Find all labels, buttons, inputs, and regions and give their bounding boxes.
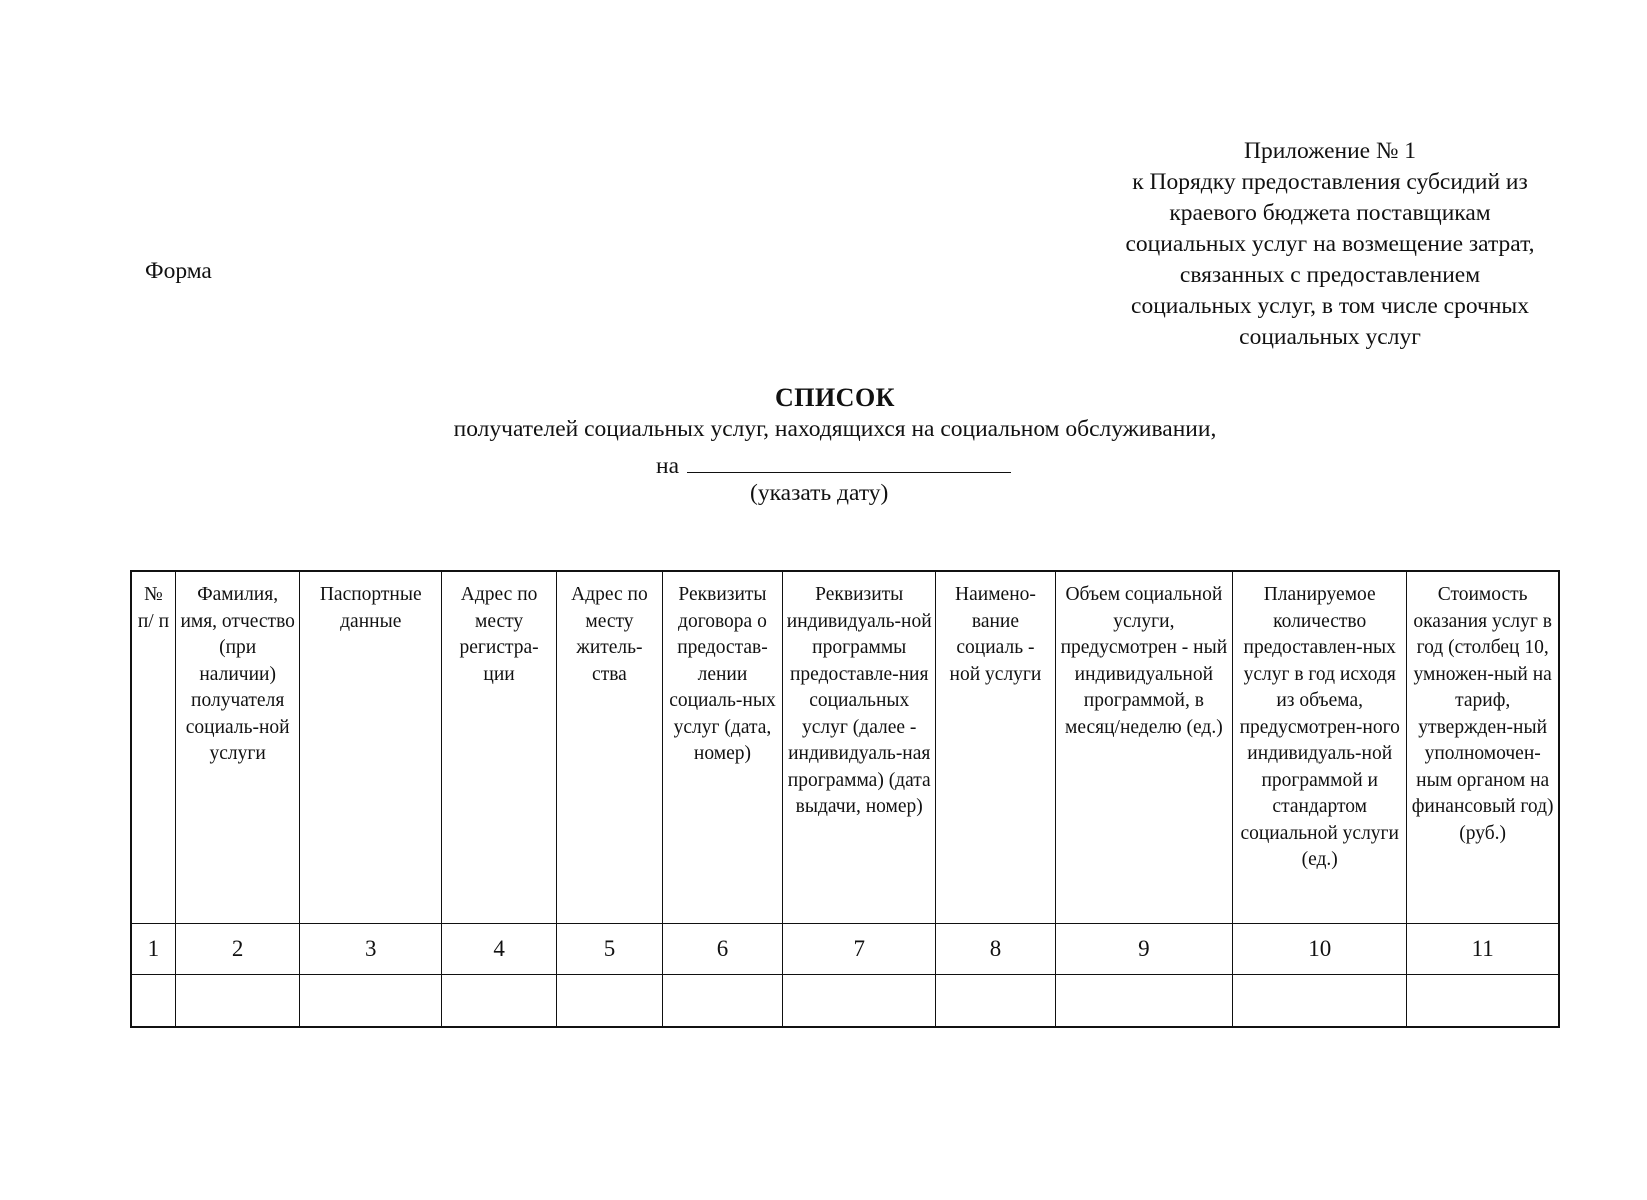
- column-number-2: 2: [175, 923, 300, 974]
- header-cell-3: Паспортные данные: [300, 571, 442, 923]
- empty-cell-6[interactable]: [662, 974, 782, 1027]
- form-label: Форма: [145, 258, 212, 284]
- empty-cell-3[interactable]: [300, 974, 442, 1027]
- title-block: [0, 382, 1647, 444]
- empty-cell-7[interactable]: [783, 974, 936, 1027]
- header-cell-8: Наимено-вание социаль - ной услуги: [936, 571, 1055, 923]
- header-cell-7: Реквизиты индивидуаль-ной программы предоставле-ния социальных услуг (далее - индивидуаль-ная программа) (дата выдачи, номер): [783, 571, 936, 923]
- appendix-block: [1080, 136, 1580, 353]
- document-subtitle: получателей социальных услуг, находящихся на социальном обслуживании,: [453, 416, 1217, 442]
- empty-cell-8[interactable]: [936, 974, 1055, 1027]
- appendix-line-2: к Порядку предоставления субсидий из: [1132, 169, 1528, 195]
- header-row: [131, 571, 1559, 923]
- column-number-11: 11: [1407, 923, 1559, 974]
- table-row: [131, 974, 1559, 1027]
- column-number-9: 9: [1055, 923, 1232, 974]
- date-hint: (указать дату): [750, 480, 889, 506]
- column-number-4: 4: [442, 923, 557, 974]
- appendix-line-7: социальных услуг: [1239, 324, 1421, 350]
- empty-cell-2[interactable]: [175, 974, 300, 1027]
- column-number-3: 3: [300, 923, 442, 974]
- header-cell-9: Объем социальной услуги, предусмотрен - ный индивидуальной программой, в месяц/неделю (ед.): [1055, 571, 1232, 923]
- header-cell-10: Планируемое количество предоставлен-ных услуг в год исходя из объема, предусмотрен-ного индивидуаль-ной программой и стандартом социальной услуги (ед.): [1233, 571, 1407, 923]
- column-number-8: 8: [936, 923, 1055, 974]
- date-blank-field[interactable]: [687, 448, 1011, 473]
- column-number-1: 1: [131, 923, 175, 974]
- appendix-line-1: Приложение № 1: [1243, 138, 1417, 164]
- header-cell-11: Стоимость оказания услуг в год (столбец 10, умножен-ный на тариф, утвержден-ный уполномочен-ным органом на финансовый год) (руб.): [1407, 571, 1559, 923]
- document-title: СПИСОК: [774, 383, 896, 412]
- header-cell-6: Реквизиты договора о предостав-лении социаль-ных услуг (дата, номер): [662, 571, 782, 923]
- column-number-row: [131, 923, 1559, 974]
- date-line: [656, 448, 1011, 480]
- date-prefix: на: [656, 453, 680, 479]
- empty-cell-5[interactable]: [557, 974, 663, 1027]
- header-cell-1: № п/ п: [131, 571, 175, 923]
- column-number-10: 10: [1233, 923, 1407, 974]
- appendix-line-5: связанных с предоставлением: [1179, 262, 1481, 288]
- appendix-line-6: социальных услуг, в том числе срочных: [1131, 293, 1529, 319]
- recipients-table: [130, 570, 1560, 1028]
- empty-cell-11[interactable]: [1407, 974, 1559, 1027]
- column-number-7: 7: [783, 923, 936, 974]
- appendix-line-4: социальных услуг на возмещение затрат,: [1125, 231, 1535, 257]
- appendix-line-3: краевого бюджета поставщикам: [1169, 200, 1491, 226]
- column-number-5: 5: [557, 923, 663, 974]
- column-number-6: 6: [662, 923, 782, 974]
- header-cell-2: Фамилия, имя, отчество (при наличии) получателя социаль-ной услуги: [175, 571, 300, 923]
- empty-cell-1[interactable]: [131, 974, 175, 1027]
- empty-cell-4[interactable]: [442, 974, 557, 1027]
- empty-cell-10[interactable]: [1233, 974, 1407, 1027]
- header-cell-5: Адрес по месту житель-ства: [557, 571, 663, 923]
- empty-cell-9[interactable]: [1055, 974, 1232, 1027]
- header-cell-4: Адрес по месту регистра-ции: [442, 571, 557, 923]
